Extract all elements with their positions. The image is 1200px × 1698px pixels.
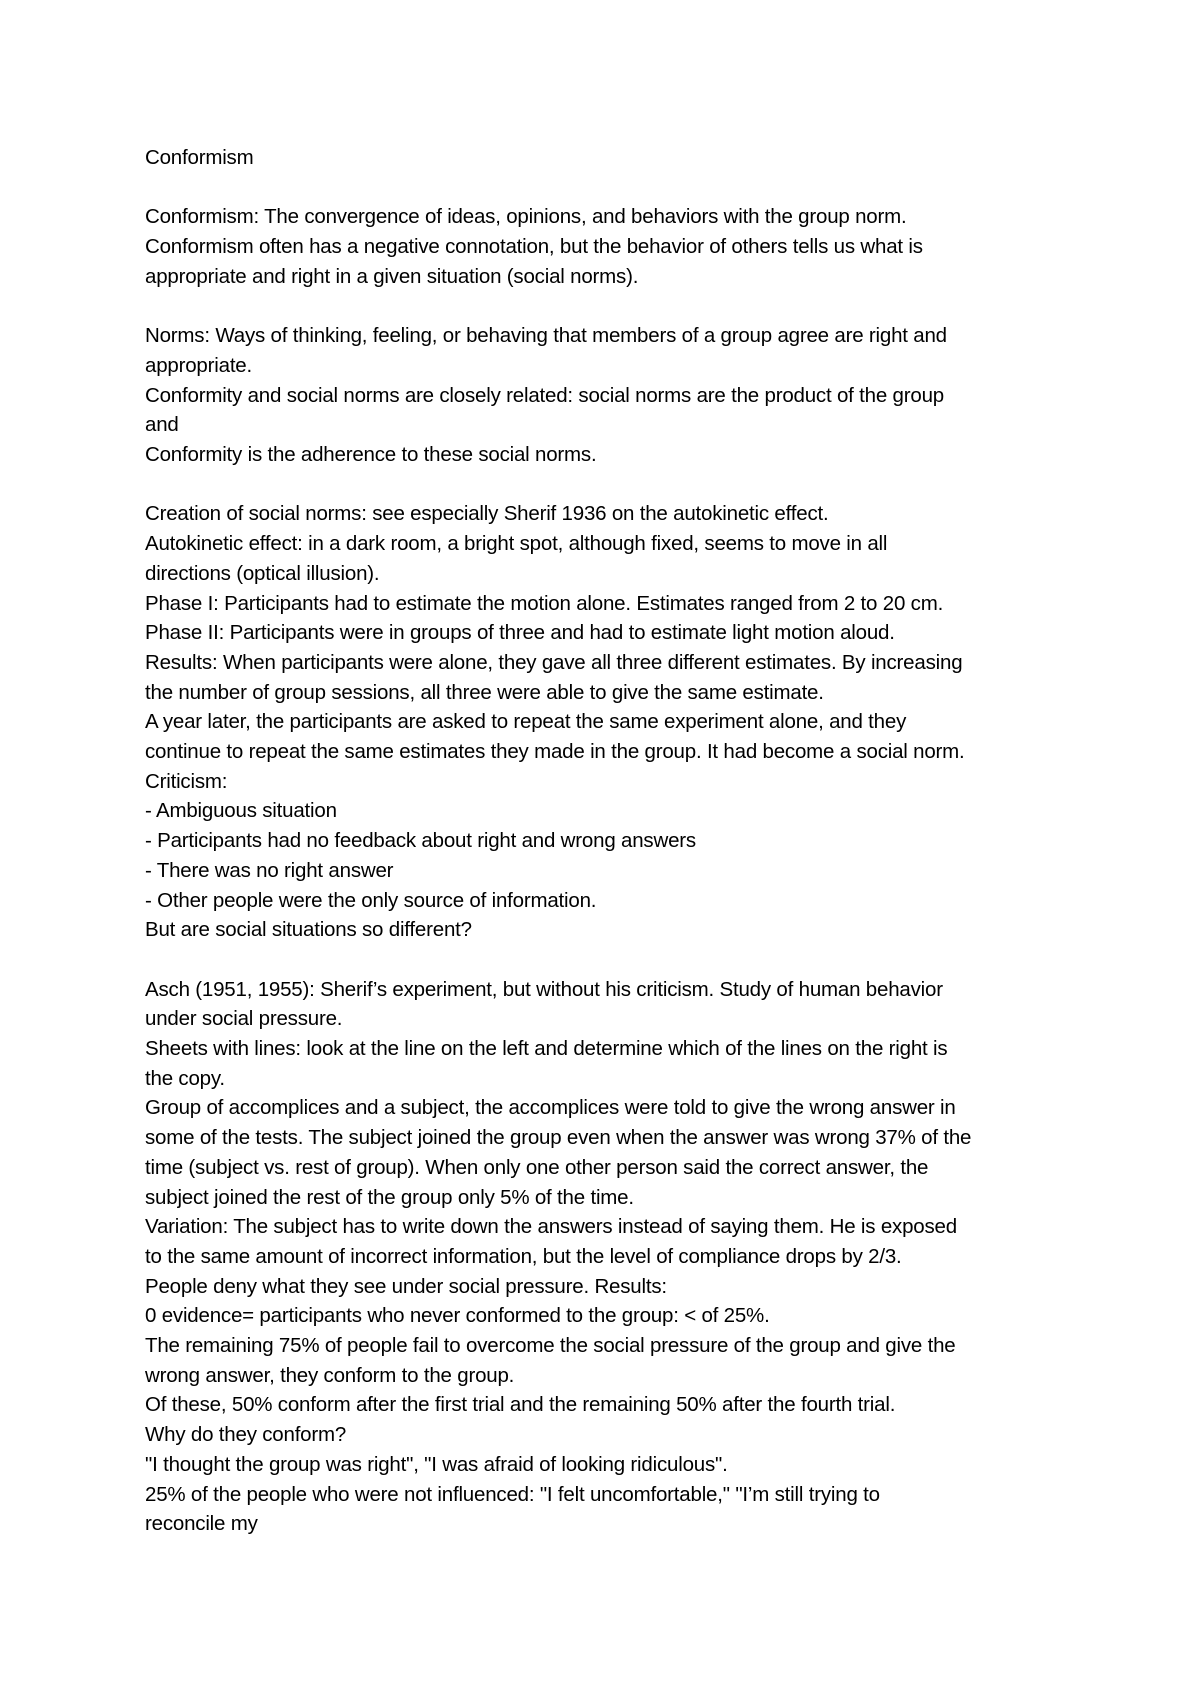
- text-line: the number of group sessions, all three were able to give the same estimate.: [145, 680, 824, 704]
- text-line: Creation of social norms: see especially Sherif 1936 on the autokinetic effect.: [145, 502, 829, 526]
- paragraph-spacer: [145, 173, 1075, 203]
- text-line: A year later, the participants are asked to repeat the same experiment alone, and they: [145, 710, 907, 734]
- text-line: Phase I: Participants had to estimate the motion alone. Estimates ranged from 2 to 20 cm.: [145, 591, 944, 615]
- text-line: the copy.: [145, 1066, 225, 1090]
- text-line: Group of accomplices and a subject, the accomplices were told to give the wrong answer in: [145, 1096, 956, 1120]
- text-line: But are social situations so different?: [145, 918, 472, 942]
- paragraph-definition: [145, 202, 1075, 291]
- text-line: People deny what they see under social pressure. Results:: [145, 1274, 667, 1298]
- text-line: directions (optical illusion).: [145, 561, 380, 585]
- paragraph-spacer: [145, 945, 1075, 975]
- paragraph-spacer: [145, 292, 1075, 322]
- text-line: Results: When participants were alone, they gave all three different estimates. By increasing: [145, 650, 963, 674]
- text-line: some of the tests. The subject joined the group even when the answer was wrong 37% of the: [145, 1126, 972, 1150]
- text-line: 0 evidence= participants who never conformed to the group: < of 25%.: [145, 1304, 770, 1328]
- text-line: The remaining 75% of people fail to overcome the social pressure of the group and give the: [145, 1334, 956, 1358]
- text-line: wrong answer, they conform to the group.: [145, 1363, 515, 1387]
- text-line: Conformity is the adherence to these social norms.: [145, 443, 597, 466]
- text-line: Autokinetic effect: in a dark room, a bright spot, although fixed, seems to move in all: [145, 532, 888, 556]
- paragraph-asch: [145, 975, 1075, 1539]
- text-line: and: [145, 413, 179, 437]
- text-line: Asch (1951, 1955): Sherif’s experiment, but without his criticism. Study of human behavior: [145, 977, 943, 1001]
- text-line: subject joined the rest of the group only 5% of the time.: [145, 1185, 634, 1209]
- paragraph-sherif: [145, 499, 1075, 945]
- text-line: under social pressure.: [145, 1007, 343, 1031]
- text-line: Phase II: Participants were in groups of three and had to estimate light motion aloud.: [145, 621, 895, 645]
- text-line: Conformity and social norms are closely related: social norms are the product of the group: [145, 383, 944, 407]
- text-line: Norms: Ways of thinking, feeling, or behaving that members of a group agree are right and: [145, 324, 947, 348]
- document-title: Conformism: [145, 146, 254, 169]
- list-item: - Participants had no feedback about right and wrong answers: [145, 829, 696, 853]
- text-line: 25% of the people who were not influenced: "I felt uncomfortable," "I’m still trying to: [145, 1482, 880, 1506]
- text-line: Sheets with lines: look at the line on the left and determine which of the lines on the right is: [145, 1037, 948, 1061]
- text-line: Conformism: The convergence of ideas, opinions, and behaviors with the group norm.: [145, 205, 907, 229]
- text-line: to the same amount of incorrect information, but the level of compliance drops by 2/3.: [145, 1244, 902, 1268]
- text-line: appropriate and right in a given situation (social norms).: [145, 264, 639, 288]
- text-line: "I thought the group was right", "I was afraid of looking ridiculous".: [145, 1452, 728, 1476]
- text-line: Criticism:: [145, 769, 228, 793]
- list-item: - There was no right answer: [145, 858, 394, 882]
- text-line: continue to repeat the same estimates they made in the group. It had become a social norm.: [145, 740, 965, 764]
- list-item: - Other people were the only source of information.: [145, 888, 597, 912]
- text-line: Of these, 50% conform after the first trial and the remaining 50% after the fourth trial.: [145, 1393, 896, 1417]
- text-line: time (subject vs. rest of group). When only one other person said the correct answer, the: [145, 1155, 929, 1179]
- paragraph-norms: [145, 321, 1075, 470]
- text-line: reconcile my: [145, 1512, 258, 1536]
- text-line: appropriate.: [145, 353, 253, 377]
- text-line: Why do they conform?: [145, 1423, 347, 1447]
- text-line: Variation: The subject has to write down the answers instead of saying them. He is exposed: [145, 1215, 957, 1239]
- paragraph-spacer: [145, 470, 1075, 500]
- document-body: [145, 143, 1075, 1539]
- list-item: - Ambiguous situation: [145, 799, 337, 823]
- text-line: Conformism often has a negative connotation, but the behavior of others tells us what is: [145, 235, 923, 259]
